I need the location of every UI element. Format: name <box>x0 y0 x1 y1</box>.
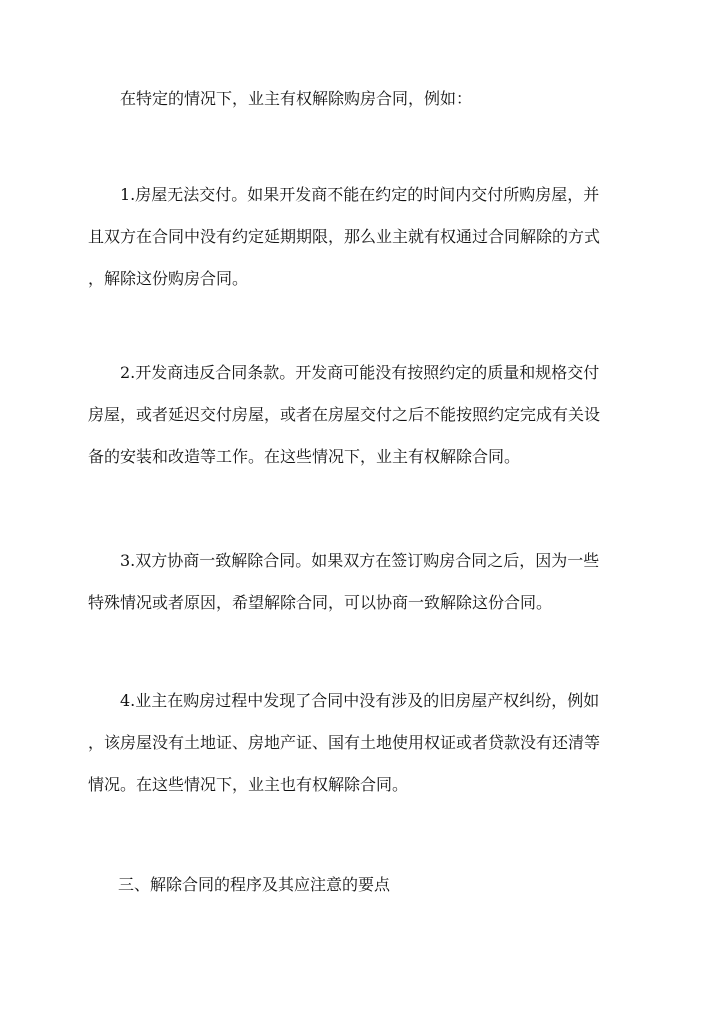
section-heading <box>88 864 633 906</box>
item-1-line-2: 且双方在合同中没有约定延期期限，那么业主就有权通过合同解除的方式 <box>88 227 601 246</box>
item-2-paragraph <box>88 352 633 478</box>
item-3-line-1: 3.双方协商一致解除合同。如果双方在签订购房合同之后，因为一些 <box>120 551 600 570</box>
item-4-line-3: 情况。在这些情况下，业主也有权解除合同。 <box>88 775 409 794</box>
item-2-line-3: 备的安装和改造等工作。在这些情况下，业主有权解除合同。 <box>88 447 521 466</box>
section-heading-text: 三、解除合同的程序及其应注意的要点 <box>118 875 391 894</box>
intro-text: 在特定的情况下，业主有权解除购房合同，例如： <box>120 89 473 108</box>
item-2-line-1: 2.开发商违反合同条款。开发商可能没有按照约定的质量和规格交付 <box>120 363 600 382</box>
item-4-paragraph <box>88 680 633 806</box>
item-1-line-3: ，解除这份购房合同。 <box>88 269 249 288</box>
item-3-line-2: 特殊情况或者原因，希望解除合同，可以协商一致解除这份合同。 <box>88 593 553 612</box>
item-4-line-1: 4.业主在购房过程中发现了合同中没有涉及的旧房屋产权纠纷，例如 <box>120 691 600 710</box>
item-4-line-2: ，该房屋没有土地证、房地产证、国有土地使用权证或者贷款没有还清等 <box>88 733 601 752</box>
item-1-line-1: 1.房屋无法交付。如果开发商不能在约定的时间内交付所购房屋，并 <box>120 185 600 204</box>
item-3-paragraph <box>88 540 633 624</box>
intro-paragraph <box>88 78 633 120</box>
item-2-line-2: 房屋，或者延迟交付房屋，或者在房屋交付之后不能按照约定完成有关设 <box>88 405 601 424</box>
item-1-paragraph <box>88 174 633 300</box>
